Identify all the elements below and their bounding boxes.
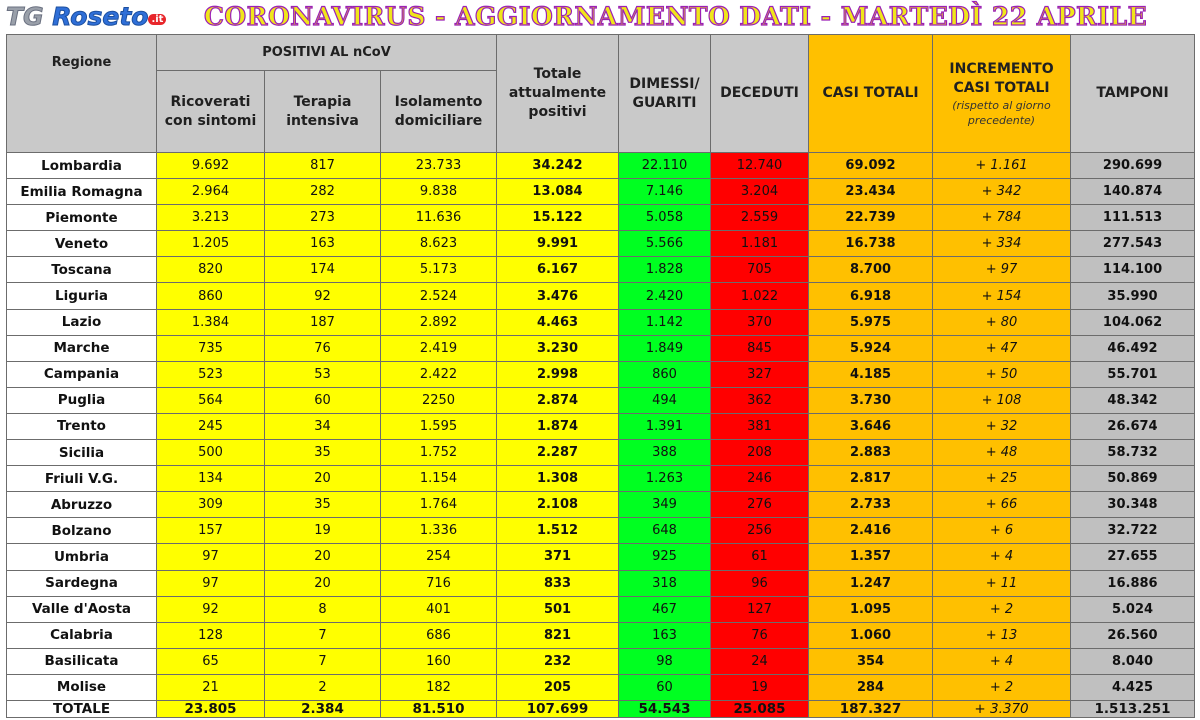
cell-totale-positivi: 1.512 bbox=[497, 518, 619, 544]
cell-terapia: 174 bbox=[265, 257, 381, 283]
cell-isolamento: 1.764 bbox=[381, 492, 497, 518]
cell-totale-positivi: 1.874 bbox=[497, 413, 619, 439]
table-row bbox=[7, 231, 1195, 257]
cell-tamponi: 277.543 bbox=[1071, 231, 1195, 257]
cell-tamponi: 140.874 bbox=[1071, 179, 1195, 205]
cell-isolamento: 160 bbox=[381, 648, 497, 674]
cell-dimessi: 388 bbox=[619, 440, 711, 466]
cell-deceduti: 76 bbox=[711, 622, 809, 648]
cell-terapia: 92 bbox=[265, 283, 381, 309]
cell-dimessi: 7.146 bbox=[619, 179, 711, 205]
cell-isolamento: 2250 bbox=[381, 387, 497, 413]
cell-ricoverati: 97 bbox=[157, 570, 265, 596]
cell-isolamento: 2.422 bbox=[381, 361, 497, 387]
cell-deceduti: 362 bbox=[711, 387, 809, 413]
cell-deceduti: 12.740 bbox=[711, 153, 809, 179]
cell-regione: Abruzzo bbox=[7, 492, 157, 518]
cell-ricoverati: 9.692 bbox=[157, 153, 265, 179]
cell-incremento: + 13 bbox=[933, 622, 1071, 648]
col-header-ricoverati: Ricoverati con sintomi bbox=[157, 71, 265, 153]
cell-dimessi: 5.058 bbox=[619, 205, 711, 231]
cell-casi-totali: 16.738 bbox=[809, 231, 933, 257]
cell-casi-totali: 4.185 bbox=[809, 361, 933, 387]
cell-ricoverati: 820 bbox=[157, 257, 265, 283]
cell-regione: Calabria bbox=[7, 622, 157, 648]
cell-casi-totali: 1.060 bbox=[809, 622, 933, 648]
cell-regione: Campania bbox=[7, 361, 157, 387]
logo-tg: TG bbox=[6, 2, 44, 31]
cell-ricoverati: 1.205 bbox=[157, 231, 265, 257]
total-row bbox=[7, 701, 1195, 718]
cell-incremento: + 25 bbox=[933, 466, 1071, 492]
cell-terapia: 8 bbox=[265, 596, 381, 622]
cell-casi-totali: 22.739 bbox=[809, 205, 933, 231]
cell-terapia: 817 bbox=[265, 153, 381, 179]
cell-ricoverati: 92 bbox=[157, 596, 265, 622]
cell-deceduti: 2.559 bbox=[711, 205, 809, 231]
cell-tamponi: 5.024 bbox=[1071, 596, 1195, 622]
col-header-incremento bbox=[933, 35, 1071, 153]
cell-tamponi: 111.513 bbox=[1071, 205, 1195, 231]
cell-incremento: + 97 bbox=[933, 257, 1071, 283]
cell-ricoverati: 245 bbox=[157, 413, 265, 439]
top-banner bbox=[0, 0, 1200, 34]
table-row bbox=[7, 492, 1195, 518]
cell-ricoverati: 735 bbox=[157, 335, 265, 361]
cell-terapia: 163 bbox=[265, 231, 381, 257]
cell-dimessi: 22.110 bbox=[619, 153, 711, 179]
cell-deceduti: 96 bbox=[711, 570, 809, 596]
cell-deceduti: 381 bbox=[711, 413, 809, 439]
logo-it: .it bbox=[148, 14, 166, 25]
table-row bbox=[7, 466, 1195, 492]
cell-terapia: 34 bbox=[265, 413, 381, 439]
cell-isolamento: 9.838 bbox=[381, 179, 497, 205]
cell-deceduti: 1.181 bbox=[711, 231, 809, 257]
cell-totale-positivi: 2.998 bbox=[497, 361, 619, 387]
col-header-dimessi: DIMESSI/ GUARITI bbox=[619, 35, 711, 153]
cell-dimessi: 860 bbox=[619, 361, 711, 387]
tg-roseto-logo bbox=[6, 2, 166, 32]
cell-dimessi: 163 bbox=[619, 622, 711, 648]
cell-dimessi: 1.263 bbox=[619, 466, 711, 492]
cell-ricoverati: 134 bbox=[157, 466, 265, 492]
cell-dimessi: 1.828 bbox=[619, 257, 711, 283]
cell-incremento: + 66 bbox=[933, 492, 1071, 518]
cell-incremento: + 334 bbox=[933, 231, 1071, 257]
col-header-isolamento: Isolamento domiciliare bbox=[381, 71, 497, 153]
col-group-positivi: POSITIVI AL nCoV bbox=[157, 35, 497, 71]
cell-incremento: + 80 bbox=[933, 309, 1071, 335]
cell-isolamento: 401 bbox=[381, 596, 497, 622]
cell-totale-positivi: 4.463 bbox=[497, 309, 619, 335]
cell-incremento: + 32 bbox=[933, 413, 1071, 439]
cell-casi-totali: 5.924 bbox=[809, 335, 933, 361]
cell-regione: Puglia bbox=[7, 387, 157, 413]
covid-regions-table bbox=[6, 34, 1195, 718]
col-header-totale-positivi: Totale attualmente positivi bbox=[497, 35, 619, 153]
cell-isolamento: 2.524 bbox=[381, 283, 497, 309]
cell-deceduti: 256 bbox=[711, 518, 809, 544]
cell-terapia: 273 bbox=[265, 205, 381, 231]
cell-isolamento: 716 bbox=[381, 570, 497, 596]
table-row bbox=[7, 257, 1195, 283]
cell-incremento: + 784 bbox=[933, 205, 1071, 231]
cell-casi-totali: 3.730 bbox=[809, 387, 933, 413]
cell-isolamento: 254 bbox=[381, 544, 497, 570]
cell-tamponi: 26.674 bbox=[1071, 413, 1195, 439]
cell-dimessi: 1.849 bbox=[619, 335, 711, 361]
cell-casi-totali: 2.416 bbox=[809, 518, 933, 544]
table-row bbox=[7, 205, 1195, 231]
cell-tamponi: 55.701 bbox=[1071, 361, 1195, 387]
cell-totale-positivi: 2.108 bbox=[497, 492, 619, 518]
cell-regione: Liguria bbox=[7, 283, 157, 309]
cell-totale-positivi: 833 bbox=[497, 570, 619, 596]
table-row bbox=[7, 570, 1195, 596]
incremento-note: (rispetto al giorno precedente) bbox=[952, 98, 1051, 127]
table-row bbox=[7, 283, 1195, 309]
cell-deceduti: 1.022 bbox=[711, 283, 809, 309]
cell-casi-totali: 1.357 bbox=[809, 544, 933, 570]
cell-totale-positivi: 13.084 bbox=[497, 179, 619, 205]
cell-incremento: + 47 bbox=[933, 335, 1071, 361]
cell-totale-positivi: 15.122 bbox=[497, 205, 619, 231]
table-row bbox=[7, 413, 1195, 439]
cell-isolamento: 1.336 bbox=[381, 518, 497, 544]
cell-deceduti: 208 bbox=[711, 440, 809, 466]
cell-incremento: + 2 bbox=[933, 596, 1071, 622]
cell-isolamento: 8.623 bbox=[381, 231, 497, 257]
cell-casi-totali: 1.095 bbox=[809, 596, 933, 622]
cell-tamponi: 290.699 bbox=[1071, 153, 1195, 179]
table-row bbox=[7, 674, 1195, 700]
cell-dimessi: 2.420 bbox=[619, 283, 711, 309]
cell-terapia: 60 bbox=[265, 387, 381, 413]
cell-terapia: 282 bbox=[265, 179, 381, 205]
cell-totale-positivi: 1.308 bbox=[497, 466, 619, 492]
cell-dimessi: 1.142 bbox=[619, 309, 711, 335]
cell-tamponi: 35.990 bbox=[1071, 283, 1195, 309]
cell-deceduti: 327 bbox=[711, 361, 809, 387]
col-header-regione: Regione bbox=[7, 35, 157, 153]
cell-deceduti: 705 bbox=[711, 257, 809, 283]
cell-totale-positivi: 371 bbox=[497, 544, 619, 570]
cell-casi-totali: 284 bbox=[809, 674, 933, 700]
cell-totale-positivi: 821 bbox=[497, 622, 619, 648]
cell-tamponi: 48.342 bbox=[1071, 387, 1195, 413]
cell-ricoverati: 3.213 bbox=[157, 205, 265, 231]
cell-deceduti: 127 bbox=[711, 596, 809, 622]
cell-tamponi: 104.062 bbox=[1071, 309, 1195, 335]
cell-incremento: + 11 bbox=[933, 570, 1071, 596]
cell-terapia: 35 bbox=[265, 440, 381, 466]
total-incremento: + 3.370 bbox=[933, 701, 1071, 718]
cell-regione: Sicilia bbox=[7, 440, 157, 466]
cell-terapia: 76 bbox=[265, 335, 381, 361]
cell-deceduti: 845 bbox=[711, 335, 809, 361]
cell-deceduti: 370 bbox=[711, 309, 809, 335]
cell-terapia: 7 bbox=[265, 622, 381, 648]
cell-deceduti: 276 bbox=[711, 492, 809, 518]
cell-tamponi: 32.722 bbox=[1071, 518, 1195, 544]
cell-ricoverati: 500 bbox=[157, 440, 265, 466]
total-dimessi: 54.543 bbox=[619, 701, 711, 718]
cell-regione: Lazio bbox=[7, 309, 157, 335]
cell-incremento: + 2 bbox=[933, 674, 1071, 700]
cell-casi-totali: 6.918 bbox=[809, 283, 933, 309]
cell-casi-totali: 5.975 bbox=[809, 309, 933, 335]
cell-ricoverati: 128 bbox=[157, 622, 265, 648]
cell-isolamento: 11.636 bbox=[381, 205, 497, 231]
cell-deceduti: 24 bbox=[711, 648, 809, 674]
cell-deceduti: 246 bbox=[711, 466, 809, 492]
col-header-terapia: Terapia intensiva bbox=[265, 71, 381, 153]
cell-dimessi: 467 bbox=[619, 596, 711, 622]
cell-regione: Basilicata bbox=[7, 648, 157, 674]
cell-regione: Umbria bbox=[7, 544, 157, 570]
cell-totale-positivi: 6.167 bbox=[497, 257, 619, 283]
cell-totale-positivi: 205 bbox=[497, 674, 619, 700]
cell-incremento: + 48 bbox=[933, 440, 1071, 466]
cell-totale-positivi: 2.287 bbox=[497, 440, 619, 466]
cell-ricoverati: 21 bbox=[157, 674, 265, 700]
cell-regione: Lombardia bbox=[7, 153, 157, 179]
cell-dimessi: 349 bbox=[619, 492, 711, 518]
total-tamponi: 1.513.251 bbox=[1071, 701, 1195, 718]
cell-terapia: 20 bbox=[265, 544, 381, 570]
cell-incremento: + 108 bbox=[933, 387, 1071, 413]
col-header-tamponi: TAMPONI bbox=[1071, 35, 1195, 153]
cell-totale-positivi: 501 bbox=[497, 596, 619, 622]
cell-isolamento: 1.154 bbox=[381, 466, 497, 492]
cell-deceduti: 19 bbox=[711, 674, 809, 700]
total-deceduti: 25.085 bbox=[711, 701, 809, 718]
cell-ricoverati: 2.964 bbox=[157, 179, 265, 205]
table-row bbox=[7, 361, 1195, 387]
cell-isolamento: 23.733 bbox=[381, 153, 497, 179]
cell-tamponi: 8.040 bbox=[1071, 648, 1195, 674]
table-row bbox=[7, 622, 1195, 648]
cell-tamponi: 46.492 bbox=[1071, 335, 1195, 361]
cell-isolamento: 5.173 bbox=[381, 257, 497, 283]
cell-regione: Piemonte bbox=[7, 205, 157, 231]
cell-regione: Bolzano bbox=[7, 518, 157, 544]
cell-incremento: + 1.161 bbox=[933, 153, 1071, 179]
col-header-deceduti: DECEDUTI bbox=[711, 35, 809, 153]
cell-dimessi: 60 bbox=[619, 674, 711, 700]
cell-terapia: 53 bbox=[265, 361, 381, 387]
cell-dimessi: 5.566 bbox=[619, 231, 711, 257]
cell-casi-totali: 354 bbox=[809, 648, 933, 674]
cell-isolamento: 1.752 bbox=[381, 440, 497, 466]
cell-ricoverati: 65 bbox=[157, 648, 265, 674]
cell-ricoverati: 564 bbox=[157, 387, 265, 413]
cell-regione: Sardegna bbox=[7, 570, 157, 596]
cell-tamponi: 50.869 bbox=[1071, 466, 1195, 492]
cell-terapia: 187 bbox=[265, 309, 381, 335]
cell-casi-totali: 23.434 bbox=[809, 179, 933, 205]
table-row bbox=[7, 596, 1195, 622]
cell-terapia: 20 bbox=[265, 570, 381, 596]
cell-ricoverati: 157 bbox=[157, 518, 265, 544]
cell-totale-positivi: 2.874 bbox=[497, 387, 619, 413]
cell-casi-totali: 3.646 bbox=[809, 413, 933, 439]
cell-dimessi: 98 bbox=[619, 648, 711, 674]
cell-tamponi: 27.655 bbox=[1071, 544, 1195, 570]
cell-incremento: + 50 bbox=[933, 361, 1071, 387]
cell-regione: Friuli V.G. bbox=[7, 466, 157, 492]
cell-ricoverati: 860 bbox=[157, 283, 265, 309]
cell-dimessi: 925 bbox=[619, 544, 711, 570]
cell-incremento: + 4 bbox=[933, 544, 1071, 570]
table-row bbox=[7, 440, 1195, 466]
cell-totale-positivi: 9.991 bbox=[497, 231, 619, 257]
total-isolamento: 81.510 bbox=[381, 701, 497, 718]
cell-dimessi: 1.391 bbox=[619, 413, 711, 439]
cell-regione: Veneto bbox=[7, 231, 157, 257]
cell-dimessi: 494 bbox=[619, 387, 711, 413]
cell-dimessi: 648 bbox=[619, 518, 711, 544]
cell-totale-positivi: 3.476 bbox=[497, 283, 619, 309]
cell-tamponi: 30.348 bbox=[1071, 492, 1195, 518]
cell-regione: Marche bbox=[7, 335, 157, 361]
cell-terapia: 20 bbox=[265, 466, 381, 492]
total-totale-positivi: 107.699 bbox=[497, 701, 619, 718]
cell-ricoverati: 309 bbox=[157, 492, 265, 518]
total-casi-totali: 187.327 bbox=[809, 701, 933, 718]
cell-casi-totali: 2.817 bbox=[809, 466, 933, 492]
logo-roseto: Roseto bbox=[52, 2, 149, 31]
cell-incremento: + 4 bbox=[933, 648, 1071, 674]
cell-terapia: 35 bbox=[265, 492, 381, 518]
table-row bbox=[7, 648, 1195, 674]
cell-tamponi: 4.425 bbox=[1071, 674, 1195, 700]
incremento-title: INCREMENTO CASI TOTALI bbox=[949, 60, 1054, 96]
cell-terapia: 19 bbox=[265, 518, 381, 544]
col-header-casi-totali: CASI TOTALI bbox=[809, 35, 933, 153]
cell-isolamento: 2.419 bbox=[381, 335, 497, 361]
cell-deceduti: 3.204 bbox=[711, 179, 809, 205]
total-terapia: 2.384 bbox=[265, 701, 381, 718]
cell-isolamento: 686 bbox=[381, 622, 497, 648]
cell-incremento: + 342 bbox=[933, 179, 1071, 205]
cell-casi-totali: 69.092 bbox=[809, 153, 933, 179]
cell-regione: Toscana bbox=[7, 257, 157, 283]
cell-ricoverati: 97 bbox=[157, 544, 265, 570]
cell-dimessi: 318 bbox=[619, 570, 711, 596]
cell-tamponi: 58.732 bbox=[1071, 440, 1195, 466]
table-body bbox=[7, 153, 1195, 701]
cell-regione: Molise bbox=[7, 674, 157, 700]
cell-incremento: + 154 bbox=[933, 283, 1071, 309]
cell-totale-positivi: 232 bbox=[497, 648, 619, 674]
cell-casi-totali: 1.247 bbox=[809, 570, 933, 596]
page-title: CORONAVIRUS - AGGIORNAMENTO DATI - MARTEDÌ 22 APRILE bbox=[204, 2, 1148, 31]
cell-totale-positivi: 34.242 bbox=[497, 153, 619, 179]
table-row bbox=[7, 387, 1195, 413]
cell-tamponi: 26.560 bbox=[1071, 622, 1195, 648]
cell-regione: Trento bbox=[7, 413, 157, 439]
table-row bbox=[7, 153, 1195, 179]
cell-totale-positivi: 3.230 bbox=[497, 335, 619, 361]
cell-isolamento: 182 bbox=[381, 674, 497, 700]
cell-deceduti: 61 bbox=[711, 544, 809, 570]
cell-ricoverati: 1.384 bbox=[157, 309, 265, 335]
cell-isolamento: 2.892 bbox=[381, 309, 497, 335]
total-ricoverati: 23.805 bbox=[157, 701, 265, 718]
cell-regione: Emilia Romagna bbox=[7, 179, 157, 205]
cell-casi-totali: 8.700 bbox=[809, 257, 933, 283]
cell-casi-totali: 2.883 bbox=[809, 440, 933, 466]
cell-terapia: 7 bbox=[265, 648, 381, 674]
cell-isolamento: 1.595 bbox=[381, 413, 497, 439]
table-row bbox=[7, 309, 1195, 335]
table-row bbox=[7, 544, 1195, 570]
cell-tamponi: 114.100 bbox=[1071, 257, 1195, 283]
cell-regione: Valle d'Aosta bbox=[7, 596, 157, 622]
cell-incremento: + 6 bbox=[933, 518, 1071, 544]
table-row bbox=[7, 179, 1195, 205]
cell-terapia: 2 bbox=[265, 674, 381, 700]
table-row bbox=[7, 335, 1195, 361]
cell-casi-totali: 2.733 bbox=[809, 492, 933, 518]
cell-tamponi: 16.886 bbox=[1071, 570, 1195, 596]
total-label: TOTALE bbox=[7, 701, 157, 718]
cell-ricoverati: 523 bbox=[157, 361, 265, 387]
table-row bbox=[7, 518, 1195, 544]
